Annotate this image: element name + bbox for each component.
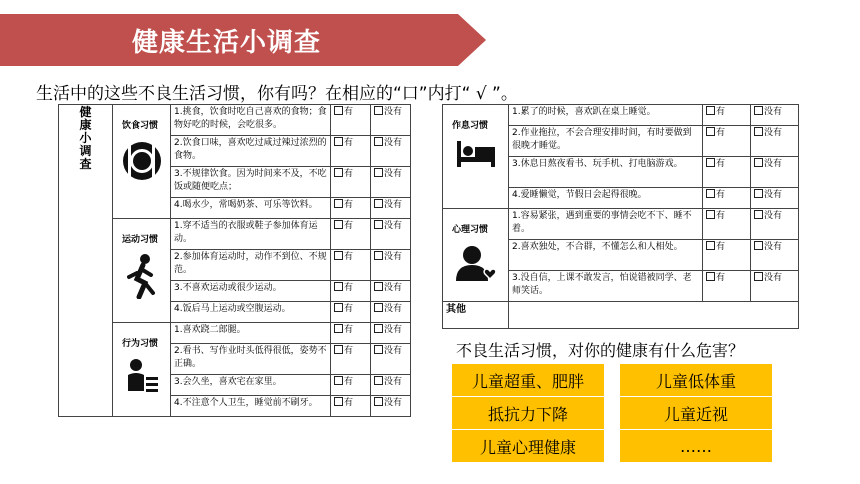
checkbox-square[interactable] <box>374 168 383 177</box>
option-label: 没有 <box>384 377 403 387</box>
checkbox-square[interactable] <box>334 376 343 385</box>
option-yes <box>331 302 371 323</box>
survey-item: 3.没自信，上课不敢发言，怕说错被同学、老师笑话。 <box>509 271 703 302</box>
option-label: 有 <box>344 325 354 335</box>
option-label: 有 <box>716 211 726 221</box>
option-no <box>371 219 411 250</box>
survey-item: 1.挑食，饮食时吃自己喜欢的食物；食物好吃的时候，会吃很多。 <box>171 105 331 136</box>
option-yes <box>703 240 751 271</box>
option-label: 没有 <box>764 107 783 117</box>
checkbox-square[interactable] <box>754 210 763 219</box>
option-no <box>751 126 799 157</box>
running-person-icon <box>116 253 167 304</box>
checkbox-square[interactable] <box>334 303 343 312</box>
option-no <box>371 323 411 344</box>
option-label: 没有 <box>764 190 783 200</box>
checkbox-square[interactable] <box>754 127 763 136</box>
option-no <box>371 250 411 281</box>
survey-item: 4.爱睡懒觉，节假日会起得很晚。 <box>509 188 703 209</box>
checkbox-square[interactable] <box>754 272 763 281</box>
survey-item: 3.不规律饮食。因为时间来不及，不吃饭或随便吃点； <box>171 167 331 198</box>
harm-option: 抵抗力下降 <box>452 397 604 429</box>
vertical-title-char: 小 <box>79 131 92 145</box>
harm-option: …… <box>620 430 772 462</box>
checkbox-square[interactable] <box>706 210 715 219</box>
option-label: 没有 <box>384 283 403 293</box>
option-label: 有 <box>344 138 354 148</box>
option-no <box>371 167 411 198</box>
vertical-title-char: 康 <box>79 118 92 132</box>
checkbox-square[interactable] <box>334 137 343 146</box>
harm-option: 儿童近视 <box>620 397 772 429</box>
table-row <box>443 209 799 240</box>
option-yes <box>331 396 371 417</box>
checkbox-square[interactable] <box>754 189 763 198</box>
checkbox-square[interactable] <box>374 220 383 229</box>
survey-item: 4.不注意个人卫生，睡觉前不刷牙。 <box>171 396 331 417</box>
checkbox-square[interactable] <box>706 272 715 281</box>
option-label: 没有 <box>764 211 783 221</box>
person-at-desk-icon <box>116 357 167 402</box>
option-yes <box>331 167 371 198</box>
dining-icon <box>116 139 167 188</box>
option-yes <box>331 344 371 375</box>
survey-item: 3.不喜欢运动或很少运动。 <box>171 281 331 302</box>
category-cell <box>443 105 509 209</box>
harm-question: 不良生活习惯，对你的健康有什么危害？ <box>456 341 745 360</box>
checkbox-square[interactable] <box>334 397 343 406</box>
option-yes <box>703 271 751 302</box>
option-label: 没有 <box>764 128 783 138</box>
survey-item: 4.喝水少，常喝奶茶、可乐等饮料。 <box>171 198 331 219</box>
option-no <box>371 396 411 417</box>
option-yes <box>331 250 371 281</box>
option-no <box>751 188 799 209</box>
option-label: 有 <box>344 221 354 231</box>
survey-table-left <box>58 104 411 417</box>
option-no <box>371 136 411 167</box>
other-input-area[interactable] <box>509 302 799 329</box>
option-yes <box>331 105 371 136</box>
survey-item: 2.看书、写作业时头低得很低，姿势不正确。 <box>171 344 331 375</box>
option-no <box>751 240 799 271</box>
bed-icon <box>446 139 505 174</box>
option-yes <box>331 281 371 302</box>
option-no <box>371 302 411 323</box>
survey-item: 4.饭后马上运动或空腹运动。 <box>171 302 331 323</box>
person-heart-icon <box>446 243 505 288</box>
checkbox-square[interactable] <box>706 158 715 167</box>
option-label: 有 <box>344 304 354 314</box>
survey-vertical-title <box>59 105 113 417</box>
option-yes <box>331 323 371 344</box>
category-label: 运动习惯 <box>122 235 159 245</box>
checkbox-square[interactable] <box>334 282 343 291</box>
option-no <box>751 209 799 240</box>
option-label: 没有 <box>384 169 403 179</box>
vertical-title-char: 健 <box>79 105 92 119</box>
option-no <box>751 271 799 302</box>
option-yes <box>703 126 751 157</box>
survey-item: 2.作业拖拉，不会合理安排时间，有时要做到很晚才睡觉。 <box>509 126 703 157</box>
category-label: 作息习惯 <box>452 121 489 131</box>
option-label: 有 <box>716 242 726 252</box>
other-label: 其他 <box>443 302 509 329</box>
checkbox-square[interactable] <box>706 189 715 198</box>
checkbox-square[interactable] <box>334 106 343 115</box>
harm-option: 儿童超重、肥胖 <box>452 364 604 396</box>
checkbox-square[interactable] <box>374 303 383 312</box>
option-label: 没有 <box>764 159 783 169</box>
category-cell <box>443 209 509 302</box>
table-row <box>59 105 411 136</box>
option-label: 没有 <box>764 273 783 283</box>
option-label: 没有 <box>384 346 403 356</box>
option-label: 有 <box>344 398 354 408</box>
category-label: 饮食习惯 <box>122 121 159 131</box>
checkbox-square[interactable] <box>374 282 383 291</box>
checkbox-square[interactable] <box>374 199 383 208</box>
option-no <box>751 157 799 188</box>
option-label: 有 <box>716 273 726 283</box>
option-label: 有 <box>344 377 354 387</box>
checkbox-square[interactable] <box>374 376 383 385</box>
checkbox-square[interactable] <box>334 345 343 354</box>
survey-item: 2.饮食口味，喜欢吃过咸过辣过浓烈的食物。 <box>171 136 331 167</box>
category-label: 心理习惯 <box>452 225 489 235</box>
table-row <box>443 105 799 126</box>
checkbox-square[interactable] <box>754 106 763 115</box>
checkbox-square[interactable] <box>374 345 383 354</box>
option-yes <box>703 209 751 240</box>
option-yes <box>703 157 751 188</box>
table-row-other <box>443 302 799 329</box>
survey-item: 1.容易紧张，遇到重要的事情会吃不下、睡不着。 <box>509 209 703 240</box>
vertical-title-char: 查 <box>79 157 92 171</box>
option-label: 有 <box>344 346 354 356</box>
checkbox-square[interactable] <box>334 220 343 229</box>
survey-item: 2.喜欢独处，不合群，不懂怎么和人相处。 <box>509 240 703 271</box>
option-label: 没有 <box>384 107 403 117</box>
option-label: 没有 <box>764 242 783 252</box>
option-label: 有 <box>344 169 354 179</box>
option-label: 有 <box>716 107 726 117</box>
page-title: 健康生活小调查 <box>132 28 322 58</box>
instruction-text: 生活中的这些不良生活习惯，你有吗？在相应的“口”内打“ √ ”。 <box>36 84 518 104</box>
survey-item: 1.喜欢跷二郎腿。 <box>171 323 331 344</box>
checkbox-square[interactable] <box>374 324 383 333</box>
checkbox-square[interactable] <box>334 199 343 208</box>
survey-item: 3.会久坐，喜欢宅在家里。 <box>171 375 331 396</box>
survey-item: 2.参加体育运动时，动作不到位、不规范。 <box>171 250 331 281</box>
option-label: 有 <box>716 128 726 138</box>
checkbox-square[interactable] <box>334 324 343 333</box>
option-label: 没有 <box>384 252 403 262</box>
option-no <box>371 198 411 219</box>
category-cell <box>113 323 171 417</box>
option-yes <box>331 219 371 250</box>
option-yes <box>331 198 371 219</box>
option-label: 没有 <box>384 325 403 335</box>
option-no <box>371 105 411 136</box>
option-label: 有 <box>716 190 726 200</box>
harm-option: 儿童低体重 <box>620 364 772 396</box>
survey-table-right <box>442 104 799 329</box>
option-label: 没有 <box>384 304 403 314</box>
category-cell <box>113 219 171 323</box>
option-yes <box>703 188 751 209</box>
option-label: 有 <box>344 200 354 210</box>
survey-item: 3.休息日熬夜看书、玩手机、打电脑游戏。 <box>509 157 703 188</box>
option-label: 没有 <box>384 398 403 408</box>
category-label: 行为习惯 <box>122 339 159 349</box>
survey-item: 1.累了的时候，喜欢趴在桌上睡觉。 <box>509 105 703 126</box>
option-label: 有 <box>344 252 354 262</box>
option-no <box>371 281 411 302</box>
checkbox-square[interactable] <box>334 251 343 260</box>
checkbox-square[interactable] <box>706 106 715 115</box>
checkbox-square[interactable] <box>706 127 715 136</box>
option-label: 没有 <box>384 200 403 210</box>
checkbox-square[interactable] <box>374 137 383 146</box>
option-label: 有 <box>716 159 726 169</box>
checkbox-square[interactable] <box>706 241 715 250</box>
option-yes <box>331 136 371 167</box>
checkbox-square[interactable] <box>754 158 763 167</box>
option-label: 有 <box>344 283 354 293</box>
option-yes <box>331 375 371 396</box>
survey-item: 1.穿不适当的衣服或鞋子参加体育运动。 <box>171 219 331 250</box>
option-label: 没有 <box>384 138 403 148</box>
harm-option: 儿童心理健康 <box>452 430 604 462</box>
option-yes <box>703 105 751 126</box>
option-no <box>371 375 411 396</box>
option-label: 没有 <box>384 221 403 231</box>
checkbox-square[interactable] <box>374 251 383 260</box>
checkbox-square[interactable] <box>754 241 763 250</box>
option-no <box>751 105 799 126</box>
checkbox-square[interactable] <box>334 168 343 177</box>
vertical-title-char: 调 <box>79 144 92 158</box>
option-no <box>371 344 411 375</box>
checkbox-square[interactable] <box>374 106 383 115</box>
option-label: 有 <box>344 107 354 117</box>
checkbox-square[interactable] <box>374 397 383 406</box>
category-cell <box>113 105 171 219</box>
